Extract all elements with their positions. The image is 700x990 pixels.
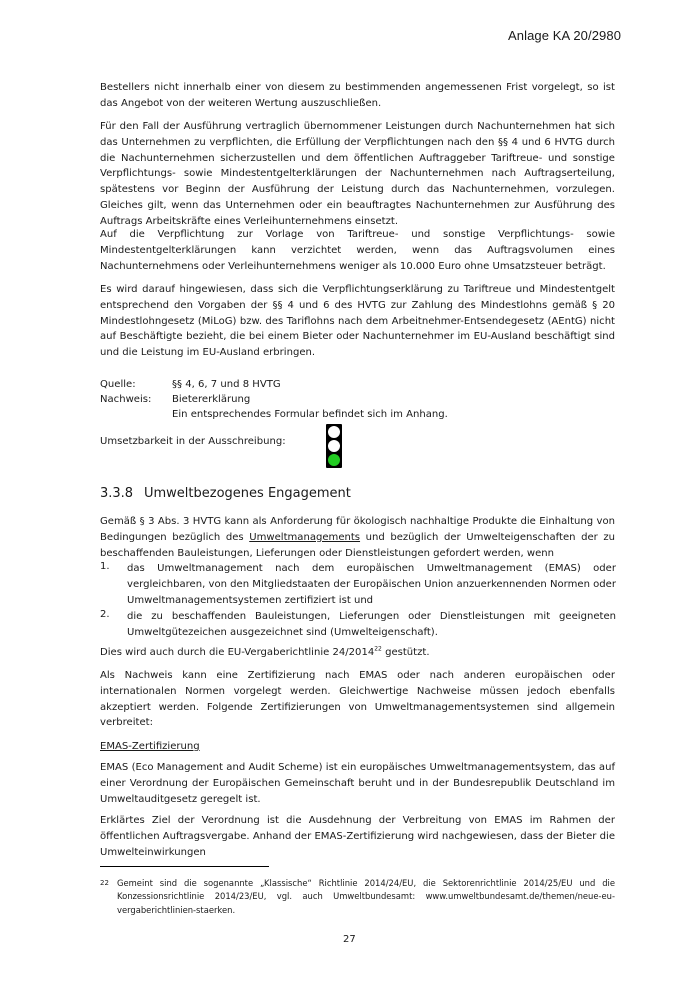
section-intro xyxy=(100,514,615,561)
footnote-text: Gemeint sind die sogenannte „Klassische“ Richtlinie 2014/24/EU, die Sektorenrichtlinie 2014/25/EU und die Konzessionsrichtlinie 2014/23/EU, vgl. auch Umweltbundesamt: www.umweltbundesamt.de/themen/neue-eu-vergaberichtlinien-staerken. xyxy=(117,878,615,915)
feasibility-label: Umsetzbarkeit in der Ausschreibung: xyxy=(100,436,286,447)
footnote-ref[interactable]: 22 xyxy=(374,645,382,653)
traffic-light-top xyxy=(328,426,340,438)
subheading-emas: EMAS-Zertifizierung xyxy=(100,741,200,752)
section-intro-a: Gemäß § 3 Abs. 3 HVTG kann als Anforderung für ökologisch nachhaltige Produkte die Einhaltung von Bedingungen bezüglich des xyxy=(100,516,615,543)
paragraph-waiver: Auf die Verpflichtung zur Vorlage von Tariftreue- und sonstige Verpflichtungs- sowie Mindestentgelterklärungen kann verzichtet werden, wenn das Auftragsvolumen eines Nachunternehmens oder Verleihunternehmens weniger als 10.000 Euro ohne Umsatzsteuer beträgt. xyxy=(100,229,615,272)
list-item-1: das Umweltmanagement nach dem europäischen Umweltmanagement (EMAS) oder vergleichbaren, von den Mitgliedstaaten der Europäischen Union anzuerkennenden Normen oder Umweltmanagementsystemen zertifiziert ist und xyxy=(127,563,616,606)
source-value: §§ 4, 6, 7 und 8 HVTG xyxy=(172,379,281,390)
directive-reference xyxy=(100,645,615,661)
annex-reference: Anlage KA 20/2980 xyxy=(508,28,622,43)
directive-text-b: gestützt. xyxy=(381,647,430,658)
directive-text-a: Dies wird auch durch die EU-Vergaberichtlinie 24/2014 xyxy=(100,647,375,658)
traffic-light-bottom-green xyxy=(328,454,340,466)
section-number: 3.3.8 xyxy=(100,486,134,501)
paragraph-certification: Als Nachweis kann eine Zertifizierung nach EMAS oder nach anderen europäischen oder internationalen Normen vorgelegt werden. Gleichwertige Nachweise müssen jedoch ebenfalls akzeptiert werden. Folgende Zertifizierungen von Umweltmanagementsystemen sind allgemein verbreitet: xyxy=(100,670,615,729)
traffic-light-middle xyxy=(328,440,340,452)
proof-value: Bietererklärung xyxy=(172,394,251,405)
paragraph-emas-1: EMAS (Eco Management and Audit Scheme) ist ein europäisches Umweltmanagementsystem, das auf einer Verordnung der Europäischen Gemeinschaft beruht und in der Bundesrepublik Deutschland im Umweltauditgesetz geregelt ist. xyxy=(100,762,615,805)
paragraph-eu-notice: Es wird darauf hingewiesen, dass sich die Verpflichtungserklärung zu Tariftreue und Mindestentgelt entsprechend den Vorgaben der §§ 4 und 6 des HVTG zur Zahlung des Mindestlohns gemäß § 20 Mindestlohngesetz (MiLoG) bzw. des Tariflohns nach dem Arbeitnehmer-Entsendegesetz (AEntG) nicht auf Beschäftigte bezieht, die bei einem Bieter oder Nachunternehmer im EU-Ausland beschäftigt sind und die Leistung im EU-Ausland erbringen. xyxy=(100,284,615,359)
list-item-2: die zu beschaffenden Bauleistungen, Lieferungen oder Dienstleistungen mit geeigneten Umweltgütezeichen ausgezeichnet sind (Umwelteigenschaft). xyxy=(127,611,616,638)
footnote-number: 22 xyxy=(100,879,109,887)
paragraph-subcontractors: Für den Fall der Ausführung vertraglich übernommener Leistungen durch Nachunternehmen hat sich das Unternehmen zu verpflichten, die Erfüllung der Verpflichtungen nach den §§ 4 und 6 HVTG durch die Nachunternehmen sicherzustellen und dem öffentlichen Auftraggeber Tariftreue- und sonstige Verpflichtungs- sowie Mindestentgelterklärungen der Nachunternehmen nach Auftragserteilung, spätestens vor Beginn der Ausführung der Leistung durch das Nachunternehmen, vorzulegen. Gleiches gilt, wenn das Unternehmen oder ein beauftragtes Nachunternehmen zur Ausführung des Auftrags Arbeitskräfte eines Verleihunternehmens einsetzt. xyxy=(100,121,615,227)
traffic-light-icon xyxy=(326,424,342,468)
source-row xyxy=(100,377,281,392)
section-heading xyxy=(100,486,351,501)
section-intro-b: und bezüglich der Umwelteigenschaften der zu beschaffenden Bauleistungen, Lieferungen oder Dienstleistungen gefordert werden, wenn xyxy=(100,531,615,559)
proof-note: Ein entsprechendes Formular befindet sich im Anhang. xyxy=(172,409,448,420)
proof-label: Nachweis: xyxy=(100,394,152,405)
paragraph-intro: Bestellers nicht innerhalb einer von diesem zu bestimmenden angemessenen Frist vorgelegt, so ist das Angebot von der weiteren Wertung auszuschließen. xyxy=(100,82,615,109)
section-title: Umweltbezogenes Engagement xyxy=(144,486,351,501)
proof-row xyxy=(100,392,250,407)
source-label: Quelle: xyxy=(100,379,136,390)
list-number-2: 2. xyxy=(100,609,110,620)
umweltmanagement-term: Umweltmanagements xyxy=(249,531,361,543)
footnote-divider xyxy=(100,866,269,867)
paragraph-emas-2: Erklärtes Ziel der Verordnung ist die Ausdehnung der Verbreitung von EMAS im Rahmen der öffentlichen Auftragsvergabe. Anhand der EMAS-Zertifizierung wird nachgewiesen, dass der Bieter die Umwelteinwirkungen xyxy=(100,815,615,858)
list-number-1: 1. xyxy=(100,561,110,572)
page-number: 27 xyxy=(343,934,356,945)
